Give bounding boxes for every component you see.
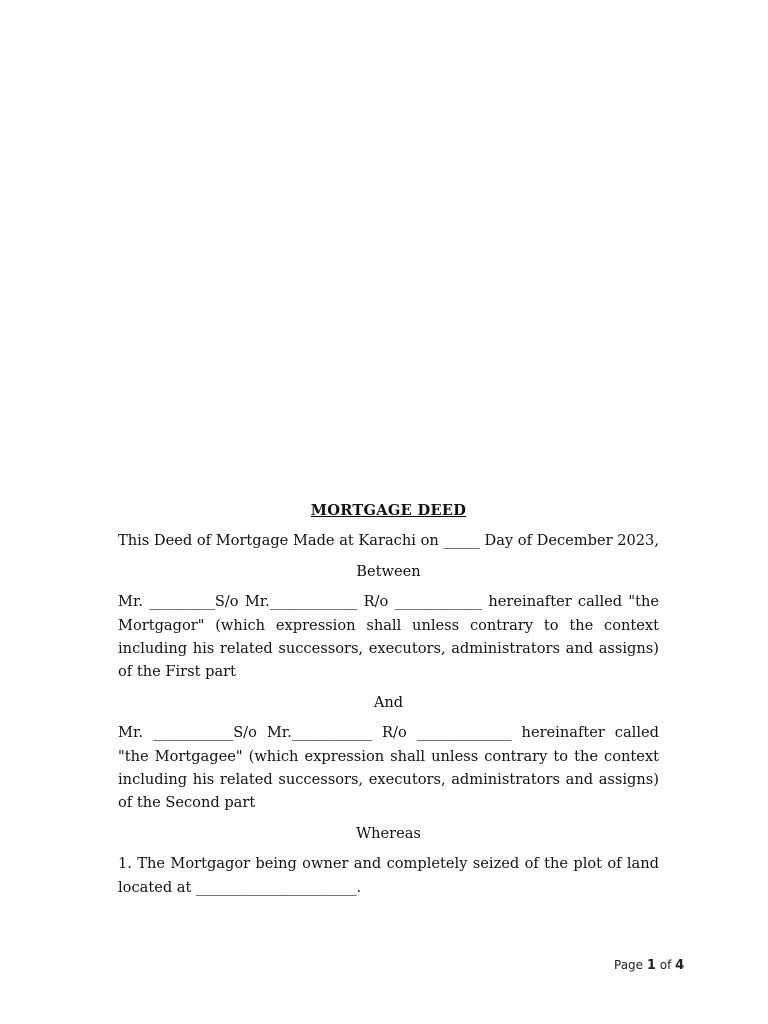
- clause-1: 1. The Mortgagor being owner and completely seized of the plot of land located at ______________________.: [118, 855, 659, 896]
- current-page-number: 1: [646, 958, 656, 973]
- whereas-heading: Whereas: [356, 824, 421, 842]
- mortgagee-paragraph: Mr. ___________S/o Mr.___________ R/o _____________ hereinafter called "the Mortgagee" (which expression shall unless contrary to the context including his related successors, executors, administrators and assigns) of the Second part: [118, 724, 659, 812]
- mortgagor-paragraph: Mr. _________S/o Mr.____________ R/o ____________ hereinafter called "the Mortgagor" (which expression shall unless contrary to the context including his related successors, executors, administrators and assigns) of the First part: [118, 593, 659, 681]
- total-pages-number: 4: [675, 958, 685, 973]
- and-heading: And: [373, 693, 404, 711]
- of-word: of: [659, 958, 672, 972]
- document-body: [118, 499, 659, 906]
- document-title: MORTGAGE DEED: [310, 502, 467, 519]
- intro-paragraph: This Deed of Mortgage Made at Karachi on _____ Day of December 2023,: [118, 532, 659, 550]
- between-heading: Between: [356, 562, 421, 580]
- page-word: Page: [614, 958, 644, 972]
- page-number-footer: [614, 958, 684, 973]
